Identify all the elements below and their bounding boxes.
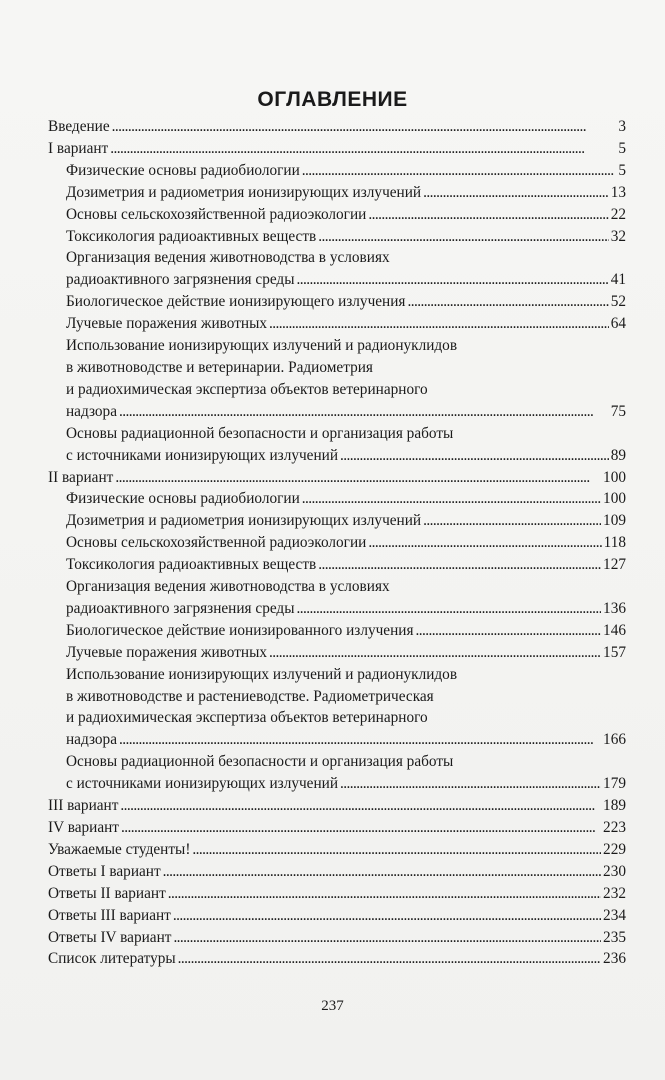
toc-entry-line <box>66 773 626 795</box>
toc-entry-line <box>66 401 626 423</box>
toc-entry <box>48 576 626 620</box>
toc-entry-text: Использование ионизирующих излучений и радионуклидов <box>66 665 458 683</box>
toc-entry <box>48 839 626 861</box>
toc-entry <box>48 488 626 510</box>
toc-entry <box>48 620 626 642</box>
dot-leader <box>192 839 601 861</box>
dot-leader <box>340 773 601 795</box>
toc-page-number: 146 <box>603 621 626 639</box>
dot-leader <box>302 160 614 182</box>
dot-leader <box>163 861 601 883</box>
dot-leader <box>368 204 608 226</box>
toc-page-number: 3 <box>618 118 626 135</box>
toc-entry-line <box>48 817 626 839</box>
toc-entry <box>48 335 626 423</box>
toc-entry-line <box>66 269 626 291</box>
toc-page-number: 166 <box>603 731 626 749</box>
toc-entry-text: Организация ведения животноводства в условиях <box>66 249 390 267</box>
dot-leader <box>302 488 601 510</box>
toc-entry <box>48 160 626 182</box>
toc-entry-text: II вариант <box>48 468 114 486</box>
toc-entry-text: Уважаемые студенты! <box>48 840 191 858</box>
toc-page-number: 179 <box>603 775 626 793</box>
toc-entry-line <box>66 642 626 664</box>
dot-leader <box>115 467 601 489</box>
toc-entry-line <box>48 905 626 927</box>
toc-entry <box>48 817 626 839</box>
toc-entry <box>48 313 626 335</box>
toc-entry-text: и радиохимическая экспертиза объектов ветеринарного <box>66 709 428 727</box>
toc-entry <box>48 751 626 795</box>
toc-entry <box>48 423 626 467</box>
dot-leader <box>269 642 601 664</box>
dot-leader <box>423 182 609 204</box>
toc-entry-line <box>48 138 626 160</box>
toc-entry <box>48 510 626 532</box>
toc-entry <box>48 554 626 576</box>
toc-entry-line <box>48 861 626 883</box>
toc-entry <box>48 467 626 489</box>
toc-entry-line <box>66 532 626 554</box>
toc-entry-text: IV вариант <box>48 819 119 836</box>
toc-entry <box>48 182 626 204</box>
toc-page-number: 118 <box>603 534 626 552</box>
dot-leader <box>110 138 614 160</box>
toc-entry <box>48 226 626 248</box>
dot-leader <box>173 927 601 949</box>
toc-entry <box>48 204 626 226</box>
toc-entry-line <box>66 291 626 313</box>
toc-page-number: 100 <box>603 490 626 508</box>
toc-entry-line <box>48 467 626 489</box>
dot-leader <box>297 598 602 620</box>
toc-entry-text: и радиохимическая экспертиза объектов ветеринарного <box>66 380 428 398</box>
toc-page-number: 22 <box>610 205 626 223</box>
toc-entry <box>48 247 626 291</box>
dot-leader <box>416 620 602 642</box>
toc-entry <box>48 138 626 160</box>
toc-entry-text: Лучевые поражения животных <box>66 315 268 333</box>
toc-entry-text: Токсикология радиоактивных веществ <box>66 227 317 245</box>
toc-entry-text: Ответы I вариант <box>48 862 161 880</box>
toc-entry-line <box>48 839 626 861</box>
toc-entry <box>48 795 626 817</box>
toc-entry-line <box>48 116 626 138</box>
toc-entry-text: Ответы IV вариант <box>48 928 172 946</box>
toc-page-number: 157 <box>603 643 626 661</box>
toc-entry <box>48 291 626 313</box>
dot-leader <box>368 532 601 554</box>
toc-entry <box>48 948 626 970</box>
toc-entry-text: радиоактивного загрязнения среды <box>66 599 295 617</box>
toc-entry-text: III вариант <box>48 797 119 815</box>
toc-page-number: 64 <box>610 315 626 333</box>
page-title: ОГЛАВЛЕНИЕ <box>257 88 408 111</box>
dot-leader <box>119 401 609 423</box>
toc-entry <box>48 861 626 883</box>
dot-leader <box>407 291 608 313</box>
toc-entry-text: с источниками ионизирующих излучений <box>66 775 339 793</box>
toc-page-number: 89 <box>610 446 626 464</box>
toc-entry-line <box>66 598 626 620</box>
toc-entry <box>48 642 626 664</box>
toc-entry-line <box>66 554 626 576</box>
dot-leader <box>423 510 601 532</box>
toc-entry <box>48 927 626 949</box>
toc-entry-text: Биологическое действие ионизирующего излучения <box>66 293 406 311</box>
table-of-contents <box>48 116 626 970</box>
toc-page-number: 230 <box>603 862 626 880</box>
toc-entry-text: надзора <box>66 402 117 420</box>
toc-entry-line <box>48 795 626 817</box>
toc-entry-line <box>66 620 626 642</box>
toc-entry-text: Основы радиационной безопасности и организация работы <box>66 424 454 442</box>
dot-leader <box>340 445 609 467</box>
toc-page-number: 100 <box>603 468 626 486</box>
toc-entry-text: Ответы III вариант <box>48 906 171 924</box>
toc-page-number: 109 <box>603 512 626 530</box>
toc-entry <box>48 532 626 554</box>
toc-page-number: 189 <box>603 797 626 815</box>
toc-page-number: 234 <box>603 906 626 924</box>
toc-entry-text: Список литературы <box>48 950 176 968</box>
toc-entry-line <box>66 160 626 182</box>
dot-leader <box>173 905 601 927</box>
toc-page-number: 32 <box>610 227 626 245</box>
toc-entry <box>48 116 626 138</box>
toc-entry-text: Физические основы радиобиологии <box>66 490 300 508</box>
toc-entry-text: Ответы II вариант <box>48 884 166 902</box>
toc-entry-text: Лучевые поражения животных <box>66 643 268 661</box>
toc-entry-text: Основы радиационной безопасности и организация работы <box>66 753 454 771</box>
toc-entry-line <box>66 729 626 751</box>
toc-entry-text: Основы сельскохозяйственной радиоэкологии <box>66 534 367 552</box>
toc-entry-line <box>66 445 626 467</box>
page-number: 237 <box>321 998 344 1014</box>
toc-entry <box>48 883 626 905</box>
toc-entry-text: в животноводстве и растениеводстве. Радиометрическая <box>66 687 434 705</box>
toc-entry-text: Дозиметрия и радиометрия ионизирующих излучений <box>66 183 422 201</box>
toc-page-number: 13 <box>610 183 626 201</box>
dot-leader <box>178 948 601 970</box>
toc-entry <box>48 664 626 752</box>
toc-page-number: 127 <box>603 556 626 574</box>
toc-entry-line <box>48 948 626 970</box>
toc-page-number: 75 <box>610 402 626 420</box>
dot-leader <box>121 817 601 839</box>
toc-entry-text: в животноводстве и ветеринарии. Радиометрия <box>66 358 373 376</box>
toc-entry-text: I вариант <box>48 139 109 157</box>
toc-entry-text: Введение <box>48 118 110 135</box>
toc-entry-line <box>66 510 626 532</box>
toc-entry-line <box>66 226 626 248</box>
toc-entry-text: радиоактивного загрязнения среды <box>66 271 295 289</box>
toc-page-number: 223 <box>603 819 626 836</box>
toc-entry-line <box>66 204 626 226</box>
toc-entry-text: Организация ведения животноводства в условиях <box>66 578 390 596</box>
dot-leader <box>120 795 601 817</box>
toc-entry-line <box>66 182 626 204</box>
dot-leader <box>112 116 614 138</box>
toc-page-number: 5 <box>618 161 626 179</box>
toc-page-number: 229 <box>603 840 626 858</box>
dot-leader <box>297 269 609 291</box>
toc-page-number: 41 <box>610 271 626 289</box>
toc-page-number: 236 <box>603 950 626 968</box>
toc-entry-text: с источниками ионизирующих излучений <box>66 446 339 464</box>
toc-entry-line <box>48 883 626 905</box>
dot-leader <box>269 313 609 335</box>
toc-entry-text: Основы сельскохозяйственной радиоэкологии <box>66 205 367 223</box>
toc-page-number: 5 <box>618 139 626 157</box>
toc-entry-text: Дозиметрия и радиометрия ионизирующих излучений <box>66 512 422 530</box>
toc-page-number: 235 <box>603 928 626 946</box>
toc-entry-text: Использование ионизирующих излучений и радионуклидов <box>66 337 458 355</box>
dot-leader <box>168 883 601 905</box>
toc-page-number: 136 <box>603 599 626 617</box>
dot-leader <box>318 226 608 248</box>
dot-leader <box>318 554 601 576</box>
toc-entry-text: Токсикология радиоактивных веществ <box>66 556 317 574</box>
toc-page-number: 52 <box>610 293 626 311</box>
toc-entry-line <box>66 313 626 335</box>
dot-leader <box>119 729 601 751</box>
toc-entry <box>48 905 626 927</box>
toc-entry-text: Физические основы радиобиологии <box>66 161 300 179</box>
toc-entry-text: надзора <box>66 731 117 749</box>
toc-page-number: 232 <box>603 884 626 902</box>
toc-entry-text: Биологическое действие ионизированного излучения <box>66 621 414 639</box>
toc-entry-line <box>66 488 626 510</box>
toc-entry-line <box>48 927 626 949</box>
